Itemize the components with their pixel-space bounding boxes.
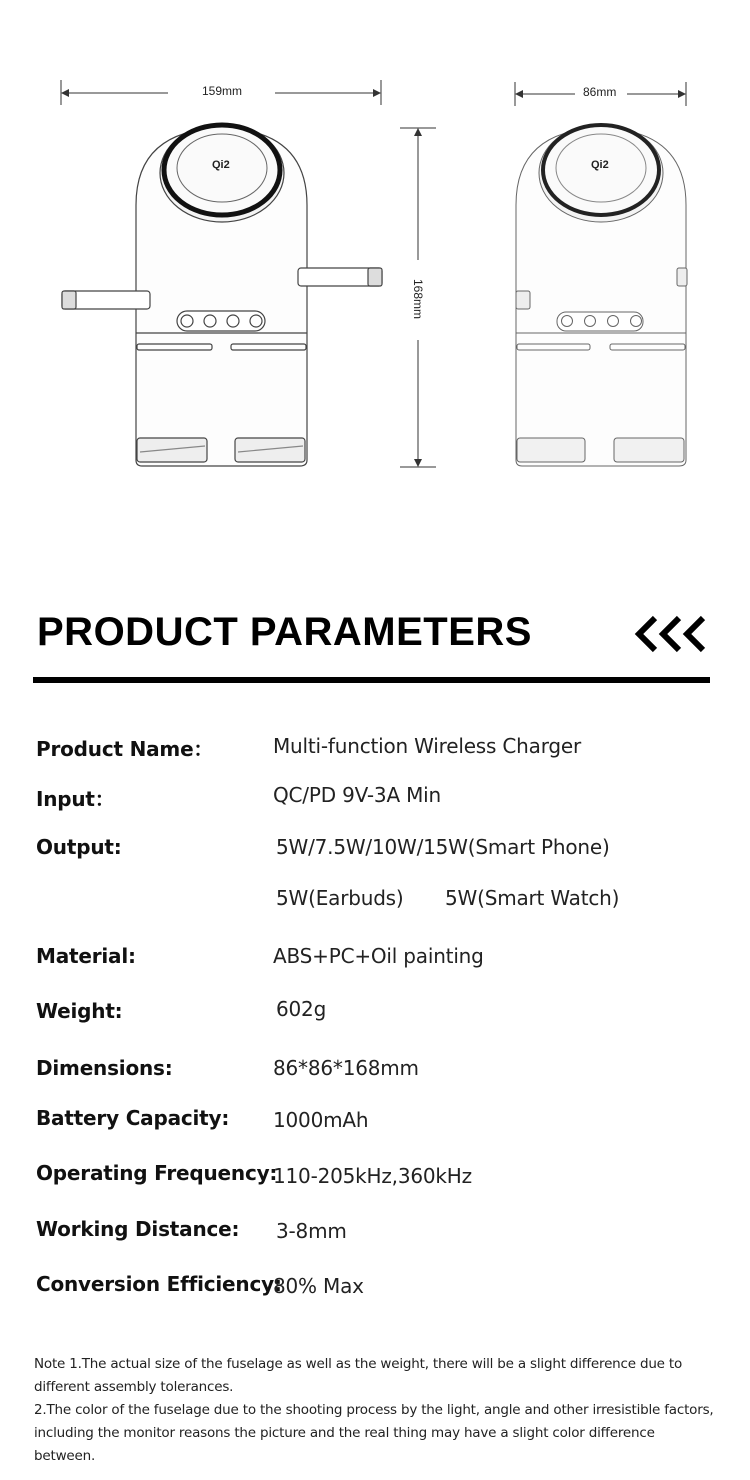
side-qi2-logo: Qi2: [591, 159, 609, 171]
param-label-operating-frequency: Operating Frequency:: [36, 1161, 278, 1185]
param-value-conversion-efficiency: 80% Max: [273, 1274, 364, 1298]
dimension-drawing-svg: [0, 0, 750, 480]
front-view-device: [62, 124, 382, 466]
param-value-working-distance: 3-8mm: [276, 1219, 347, 1243]
chevrons-svg: [633, 614, 711, 654]
param-value-material: ABS+PC+Oil painting: [273, 944, 484, 968]
note-1-line-2: different assembly tolerances.: [34, 1379, 234, 1395]
param-value-output-phone: 5W/7.5W/10W/15W(Smart Phone): [276, 835, 610, 859]
param-value-battery-capacity: 1000mAh: [273, 1108, 369, 1132]
param-label-dimensions: Dimensions:: [36, 1056, 173, 1080]
front-width-label: 159mm: [202, 84, 243, 98]
param-label-weight: Weight:: [36, 999, 123, 1023]
side-view-device: [516, 124, 687, 466]
section-heading: PRODUCT PARAMETERS: [37, 610, 532, 654]
notes-section: [34, 1353, 714, 1468]
param-value-operating-frequency: 110-205kHz,360kHz: [273, 1164, 472, 1188]
param-value-output-earbuds: 5W(Earbuds): [276, 886, 404, 910]
heading-divider: [33, 677, 710, 683]
param-value-weight: 602g: [276, 997, 327, 1021]
front-qi2-logo: Qi2: [212, 159, 230, 171]
param-value-product-name: Multi-function Wireless Charger: [273, 734, 581, 758]
param-label-working-distance: Working Distance:: [36, 1217, 240, 1241]
front-height-label: 168mm: [411, 278, 426, 320]
param-label-output: Output:: [36, 835, 122, 859]
param-value-input: QC/PD 9V-3A Min: [273, 783, 441, 807]
param-label-input: Input：: [36, 787, 115, 811]
side-width-label: 86mm: [583, 85, 617, 99]
note-1-line-1: Note 1.The actual size of the fuselage as well as the weight, there will be a slight difference due to: [34, 1356, 683, 1372]
param-label-battery-capacity: Battery Capacity:: [36, 1106, 230, 1130]
note-2-line-2: including the monitor reasons the picture and the real thing may have a slight color difference between.: [34, 1425, 655, 1464]
param-label-product-name: Product Name：: [36, 737, 214, 761]
param-value-output-watch: 5W(Smart Watch): [445, 886, 620, 910]
triple-chevron-left-icon: [633, 614, 711, 659]
param-label-material: Material:: [36, 944, 136, 968]
param-value-dimensions: 86*86*168mm: [273, 1056, 419, 1080]
note-2-line-1: 2.The color of the fuselage due to the shooting process by the light, angle and other irresistible factors,: [34, 1402, 714, 1418]
param-label-conversion-efficiency: Conversion Efficiency:: [36, 1272, 282, 1296]
